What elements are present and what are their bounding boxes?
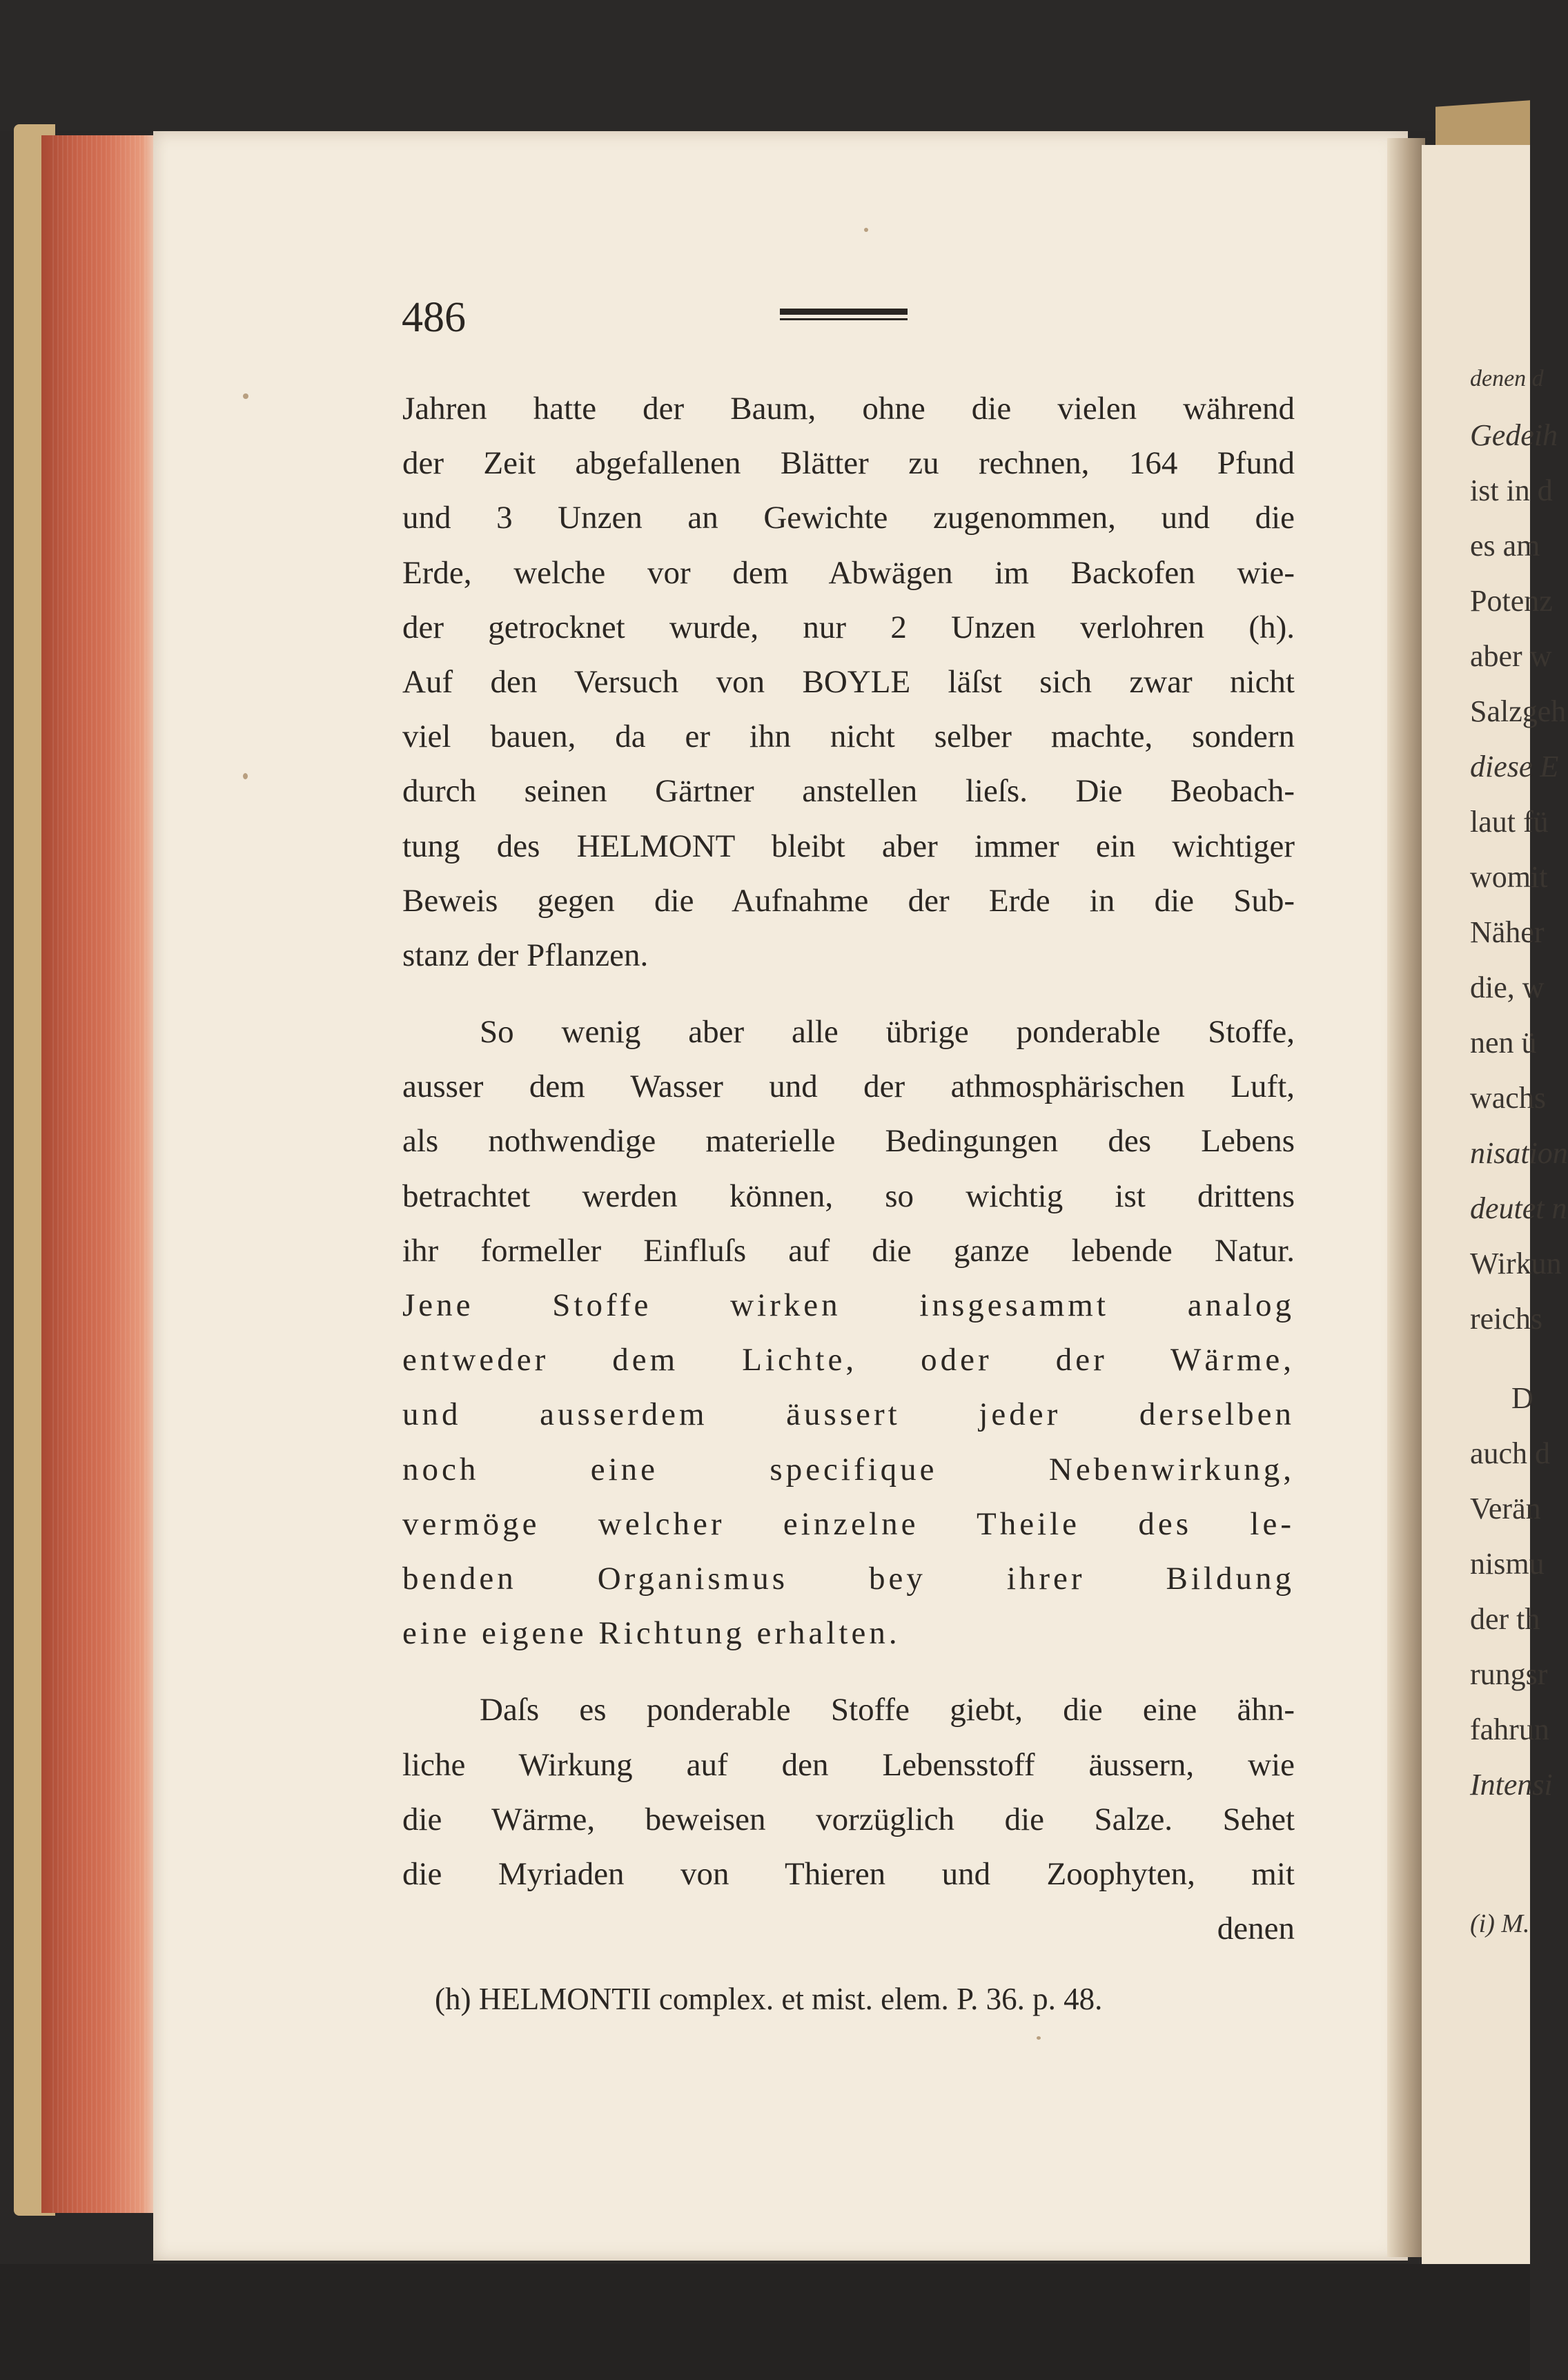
- text-line: eine eigene Richtung erhalten.: [402, 1615, 901, 1652]
- dark-background-bottom: [0, 2264, 1530, 2380]
- right-page-line: Gedeih: [1470, 418, 1558, 452]
- paragraph-3: [402, 1683, 1295, 1956]
- right-page-line: (i) M.: [1470, 1909, 1530, 1938]
- text-line: die Wärme, beweisen vorzüglich die Salze. Sehet: [402, 1801, 1295, 1837]
- paragraph-2: [402, 1005, 1295, 1661]
- text-line: der Zeit abgefallenen Blätter zu rechnen, 164 Pfund: [402, 445, 1295, 482]
- text-line: ausser dem Wasser und der athmosphärischen Luft,: [402, 1069, 1295, 1105]
- right-page-line: womit: [1470, 860, 1548, 894]
- paragraph-1: [402, 382, 1295, 983]
- text-line: und 3 Unzen an Gewichte zugenommen, und die: [402, 500, 1295, 536]
- text-line: als nothwendige materielle Bedingungen des Lebens: [402, 1123, 1295, 1160]
- paper-speck: [243, 393, 248, 399]
- right-page-line: rungsr: [1470, 1657, 1548, 1691]
- header-rule-thin: [780, 318, 908, 320]
- text-line: Jahren hatte der Baum, ohne die vielen während: [402, 391, 1295, 427]
- text-line: die Myriaden von Thieren und Zoophyten, mit: [402, 1855, 1295, 1892]
- page-number: 486: [402, 294, 466, 341]
- paragraph-gap: [402, 983, 1295, 1005]
- text-line: viel bauen, da er ihn nicht selber machte, sondern: [402, 719, 1295, 755]
- right-page-line: Wirkun: [1470, 1247, 1562, 1280]
- text-line: ihr formeller Einfluſs auf die ganze lebende Natur.: [402, 1232, 1295, 1269]
- text-line: entweder dem Lichte, oder der Wärme,: [402, 1342, 1295, 1378]
- text-line: tung des HELMONT bleibt aber immer ein wichtiger: [402, 828, 1295, 864]
- emphasized-spaced-text: [402, 1278, 1295, 1661]
- right-page-line: die, w: [1470, 970, 1545, 1004]
- text-line: Auf den Versuch von BOYLE läſst sich zwar nicht: [402, 663, 1295, 700]
- text-line: Daſs es ponderable Stoffe giebt, die eine ähn-: [480, 1692, 1295, 1728]
- right-page-line: nen ü: [1470, 1026, 1537, 1060]
- text-line: vermöge welcher einzelne Theile des le-: [402, 1505, 1295, 1542]
- right-page-line: ist in d: [1470, 474, 1553, 507]
- right-page-line: Intensi: [1470, 1768, 1553, 1802]
- right-page-line: diese E: [1470, 750, 1559, 783]
- page-edge-texture: [52, 135, 149, 2213]
- text-line: durch seinen Gärtner anstellen lieſs. Die Beobach-: [402, 773, 1295, 810]
- right-page-line: denen d: [1470, 366, 1544, 391]
- paragraph-gap: [402, 1661, 1295, 1683]
- header-rule-thick: [780, 309, 908, 315]
- text-line: stanz der Pflanzen.: [402, 937, 649, 973]
- text-line: noch eine specifique Nebenwirkung,: [402, 1451, 1295, 1488]
- right-page-line: wachs: [1470, 1081, 1546, 1115]
- paper-speck: [1037, 2036, 1041, 2040]
- text-line: Beweis gegen die Aufnahme der Erde in die Sub-: [402, 882, 1295, 919]
- right-page-line: D: [1511, 1381, 1533, 1415]
- text-line: So wenig aber alle übrige ponderable Stoffe,: [480, 1014, 1295, 1051]
- text-line: der getrocknet wurde, nur 2 Unzen verlohren (h).: [402, 609, 1295, 645]
- right-page-line: nisation: [1470, 1136, 1568, 1170]
- right-page-fragment: [1422, 145, 1568, 2264]
- text-line: Jene Stoffe wirken insgesammt analog: [402, 1287, 1295, 1323]
- book-gutter: [1387, 138, 1425, 2257]
- footnote: (h) HELMONTII complex. et mist. elem. P. 36. p. 48.: [435, 1982, 1103, 2016]
- right-page-line: Salzgeh: [1470, 694, 1567, 728]
- right-page-line: der th: [1470, 1602, 1540, 1636]
- right-page-line: Näher: [1470, 915, 1545, 949]
- text-line: betrachtet werden können, so wichtig ist drittens: [402, 1178, 1295, 1214]
- right-page-line: aber w: [1470, 639, 1552, 673]
- dark-background-top: [0, 0, 1530, 131]
- right-page-line: Potenz: [1470, 584, 1553, 618]
- right-page-line: es am: [1470, 529, 1540, 563]
- right-page-line: fahrun: [1470, 1713, 1549, 1746]
- right-page-line: auch d: [1470, 1436, 1551, 1470]
- paper-speck: [864, 228, 868, 232]
- text-line: liche Wirkung auf den Lebensstoff äussern, wie: [402, 1746, 1295, 1783]
- right-page-line: deutet n: [1470, 1191, 1567, 1225]
- right-page-line: Verän: [1470, 1492, 1541, 1525]
- right-page-line: laut fü: [1470, 805, 1549, 839]
- text-line: und ausserdem äussert jeder derselben: [402, 1396, 1295, 1433]
- text-line: benden Organismus bey ihrer Bildung: [402, 1560, 1295, 1597]
- catchword: denen: [1217, 1911, 1295, 1947]
- right-page-line: reichs: [1470, 1302, 1543, 1336]
- header-rule: [780, 309, 908, 324]
- paper-speck: [243, 773, 248, 779]
- text-line: Erde, welche vor dem Abwägen im Backofen wie-: [402, 554, 1295, 591]
- page-body-text: [402, 382, 1295, 1956]
- right-page-line: nismu: [1470, 1547, 1545, 1581]
